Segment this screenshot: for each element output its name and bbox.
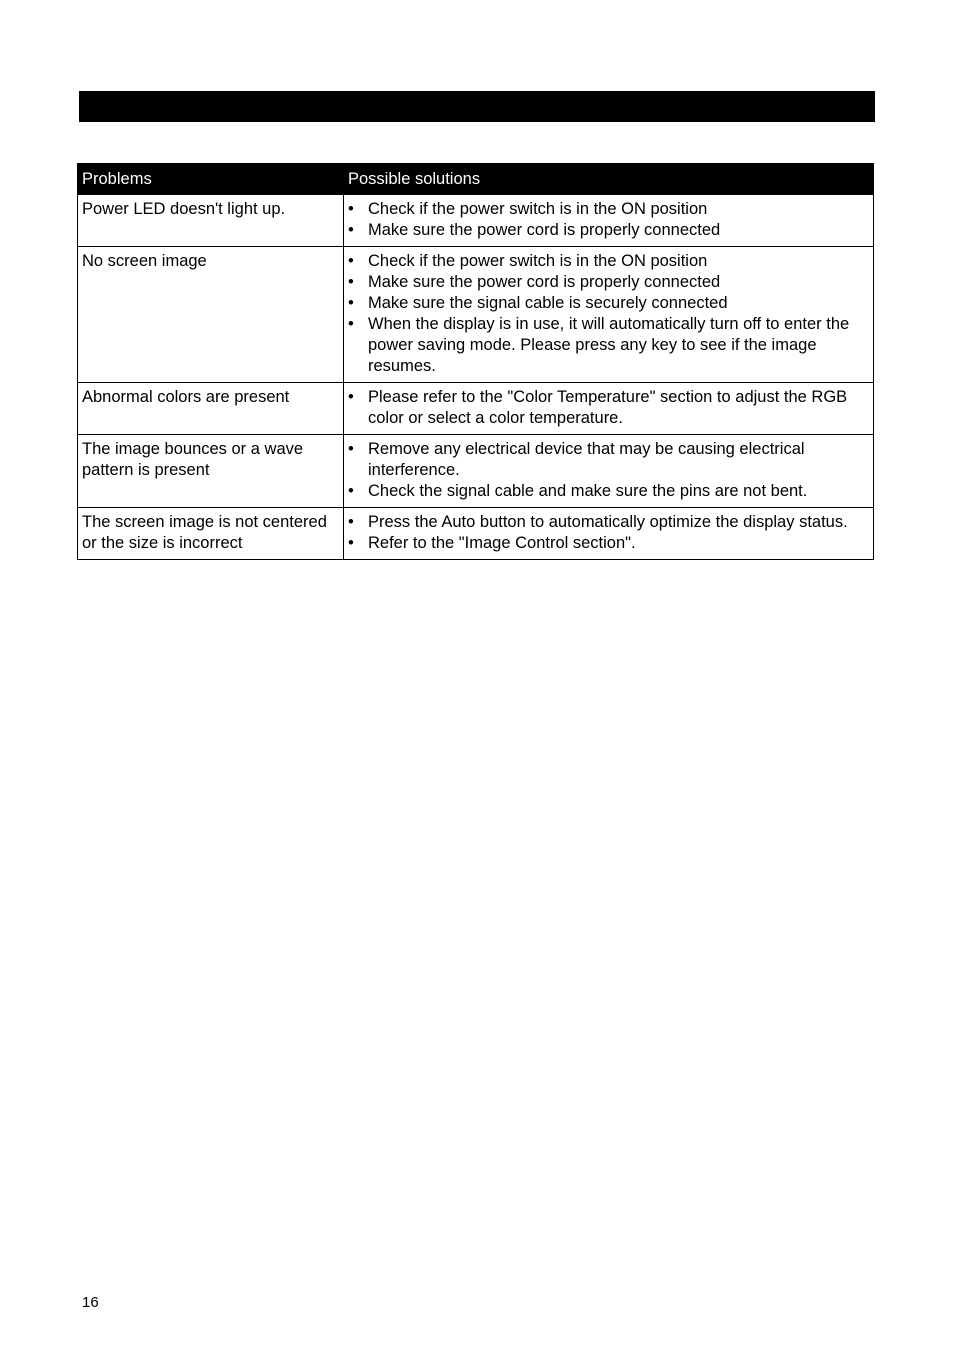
- problem-cell: The screen image is not centered or the size is incorrect: [78, 508, 344, 560]
- table-row: [78, 435, 874, 508]
- solutions-cell: [344, 383, 874, 435]
- solutions-list: [348, 512, 863, 554]
- table-header-row: [78, 164, 874, 195]
- solution-item: • Refer to the "Image Control section".: [348, 533, 863, 554]
- solution-item: • Remove any electrical device that may be causing electrical interference.: [348, 439, 863, 481]
- problem-cell: The image bounces or a wave pattern is present: [78, 435, 344, 508]
- solution-item: • Make sure the signal cable is securely connected: [348, 293, 863, 314]
- solution-item: • Check if the power switch is in the ON position: [348, 251, 863, 272]
- table-row: [78, 383, 874, 435]
- solutions-list: [348, 439, 863, 502]
- header-problems: Problems: [78, 164, 344, 195]
- solution-item: • Check if the power switch is in the ON position: [348, 199, 863, 220]
- solution-item: • Make sure the power cord is properly connected: [348, 220, 863, 241]
- section-title-bar: [79, 91, 875, 122]
- troubleshooting-table: [77, 163, 874, 560]
- problem-cell: No screen image: [78, 247, 344, 383]
- table-row: [78, 195, 874, 247]
- problem-cell: Abnormal colors are present: [78, 383, 344, 435]
- header-possible-solutions: Possible solutions: [344, 164, 874, 195]
- problem-cell: Power LED doesn't light up.: [78, 195, 344, 247]
- solutions-cell: [344, 195, 874, 247]
- solution-item: • Please refer to the "Color Temperature" section to adjust the RGB color or select a color temperature.: [348, 387, 863, 429]
- page-number: 16: [82, 1294, 99, 1311]
- solution-item: • When the display is in use, it will automatically turn off to enter the power saving mode. Please press any key to see if the image resumes.: [348, 314, 863, 377]
- solutions-list: [348, 251, 863, 377]
- table-row: [78, 247, 874, 383]
- solution-item: • Make sure the power cord is properly connected: [348, 272, 863, 293]
- solutions-cell: [344, 508, 874, 560]
- solutions-list: [348, 387, 863, 429]
- solution-item: • Press the Auto button to automatically optimize the display status.: [348, 512, 863, 533]
- solutions-cell: [344, 435, 874, 508]
- solution-item: • Check the signal cable and make sure the pins are not bent.: [348, 481, 863, 502]
- solutions-list: [348, 199, 863, 241]
- solutions-cell: [344, 247, 874, 383]
- table-row: [78, 508, 874, 560]
